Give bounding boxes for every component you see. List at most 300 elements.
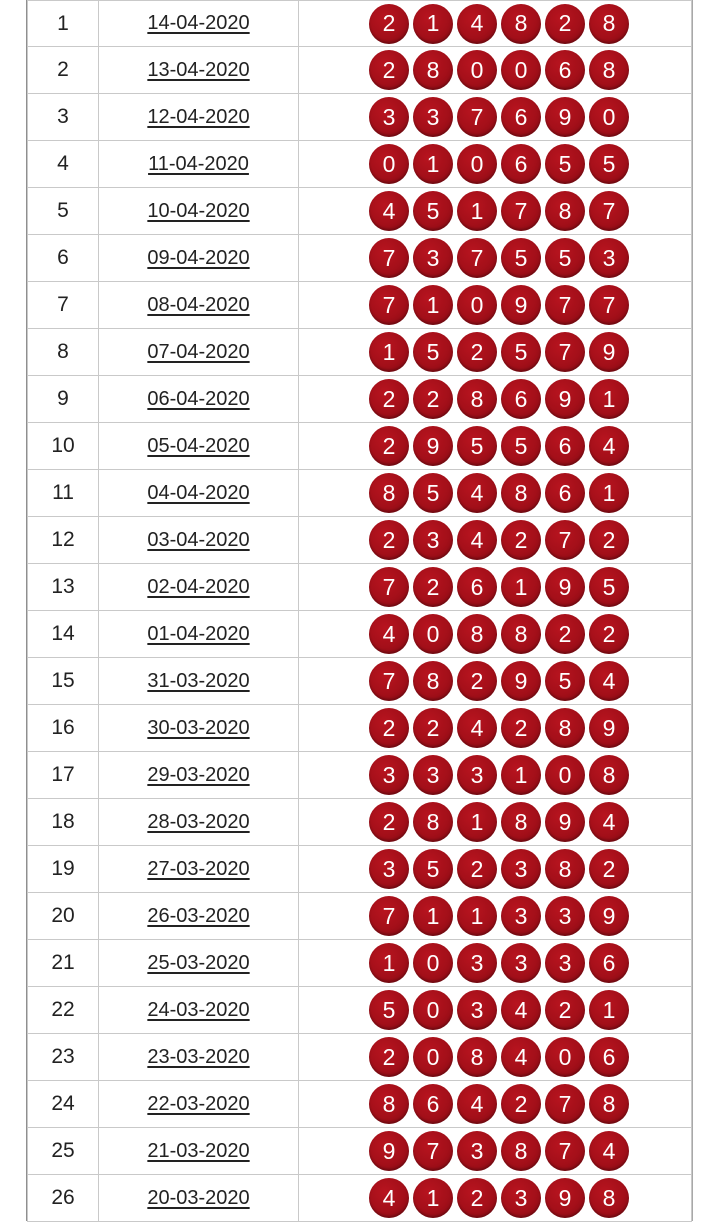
result-balls	[369, 896, 629, 936]
table-row	[28, 188, 692, 235]
date-link[interactable]: 21-03-2020	[147, 1139, 250, 1162]
result-ball: 8	[457, 1037, 497, 1077]
result-ball: 9	[501, 661, 541, 701]
date-link[interactable]: 27-03-2020	[147, 857, 250, 880]
result-ball: 7	[545, 1084, 585, 1124]
result-ball: 2	[413, 708, 453, 748]
table-row	[28, 564, 692, 611]
result-ball: 0	[413, 1037, 453, 1077]
result-balls	[369, 191, 629, 231]
result-ball: 4	[369, 191, 409, 231]
table-row	[28, 752, 692, 799]
row-number: 23	[28, 1034, 99, 1081]
date-cell	[99, 752, 299, 799]
result-balls	[369, 285, 629, 325]
result-balls	[369, 1084, 629, 1124]
date-cell	[99, 1, 299, 47]
result-ball: 8	[501, 802, 541, 842]
date-cell	[99, 893, 299, 940]
table-row	[28, 376, 692, 423]
result-balls-cell	[299, 47, 692, 94]
result-ball: 7	[369, 567, 409, 607]
date-cell	[99, 188, 299, 235]
result-ball: 2	[413, 567, 453, 607]
result-ball: 6	[545, 50, 585, 90]
table-row	[28, 517, 692, 564]
result-ball: 3	[369, 97, 409, 137]
result-ball: 5	[457, 426, 497, 466]
result-ball: 0	[457, 144, 497, 184]
result-balls-cell	[299, 329, 692, 376]
table-row	[28, 987, 692, 1034]
result-ball: 7	[457, 97, 497, 137]
result-ball: 2	[589, 614, 629, 654]
result-balls-cell	[299, 658, 692, 705]
result-ball: 5	[545, 238, 585, 278]
result-ball: 1	[589, 473, 629, 513]
result-ball: 0	[413, 943, 453, 983]
result-ball: 5	[413, 332, 453, 372]
result-ball: 3	[457, 990, 497, 1030]
result-ball: 8	[501, 4, 541, 44]
table-row	[28, 423, 692, 470]
result-ball: 3	[501, 943, 541, 983]
date-cell	[99, 517, 299, 564]
result-balls-cell	[299, 705, 692, 752]
result-ball: 2	[369, 50, 409, 90]
result-balls-cell	[299, 235, 692, 282]
row-number: 18	[28, 799, 99, 846]
result-ball: 0	[545, 1037, 585, 1077]
result-ball: 2	[545, 4, 585, 44]
result-balls	[369, 97, 629, 137]
result-ball: 6	[545, 426, 585, 466]
result-balls	[369, 426, 629, 466]
row-number: 10	[28, 423, 99, 470]
result-ball: 6	[501, 144, 541, 184]
result-balls	[369, 661, 629, 701]
result-ball: 9	[545, 1178, 585, 1218]
result-ball: 0	[413, 614, 453, 654]
date-link[interactable]: 06-04-2020	[147, 387, 250, 410]
result-ball: 6	[457, 567, 497, 607]
result-balls	[369, 567, 629, 607]
result-ball: 0	[589, 97, 629, 137]
result-ball: 4	[457, 1084, 497, 1124]
result-ball: 1	[589, 990, 629, 1030]
result-balls	[369, 520, 629, 560]
result-ball: 9	[501, 285, 541, 325]
result-ball: 5	[589, 567, 629, 607]
result-ball: 8	[545, 849, 585, 889]
result-ball: 8	[589, 1084, 629, 1124]
result-ball: 4	[457, 473, 497, 513]
row-number: 6	[28, 235, 99, 282]
result-ball: 9	[545, 379, 585, 419]
result-ball: 8	[413, 802, 453, 842]
result-balls	[369, 990, 629, 1030]
result-ball: 5	[545, 144, 585, 184]
date-link[interactable]: 12-04-2020	[147, 105, 250, 128]
result-balls-cell	[299, 1081, 692, 1128]
result-balls	[369, 1131, 629, 1171]
date-link[interactable]: 11-04-2020	[148, 152, 249, 175]
date-link[interactable]: 29-03-2020	[147, 763, 250, 786]
result-ball: 8	[589, 50, 629, 90]
result-balls	[369, 50, 629, 90]
row-number: 17	[28, 752, 99, 799]
result-balls-cell	[299, 611, 692, 658]
result-ball: 5	[413, 849, 453, 889]
row-number: 16	[28, 705, 99, 752]
result-ball: 8	[457, 614, 497, 654]
result-ball: 7	[369, 661, 409, 701]
row-number: 15	[28, 658, 99, 705]
date-cell	[99, 94, 299, 141]
result-ball: 4	[457, 4, 497, 44]
table-row	[28, 1034, 692, 1081]
result-ball: 4	[589, 1131, 629, 1171]
result-balls-cell	[299, 799, 692, 846]
result-balls-cell	[299, 423, 692, 470]
result-ball: 9	[545, 567, 585, 607]
result-ball: 3	[501, 849, 541, 889]
result-ball: 7	[457, 238, 497, 278]
result-ball: 7	[545, 332, 585, 372]
table-row	[28, 94, 692, 141]
result-ball: 8	[545, 708, 585, 748]
result-ball: 9	[589, 708, 629, 748]
result-ball: 1	[501, 567, 541, 607]
result-balls-cell	[299, 282, 692, 329]
result-balls	[369, 144, 629, 184]
result-ball: 0	[501, 50, 541, 90]
result-ball: 6	[501, 379, 541, 419]
result-ball: 4	[457, 708, 497, 748]
result-ball: 1	[457, 802, 497, 842]
result-balls	[369, 473, 629, 513]
date-link[interactable]: 10-04-2020	[147, 199, 250, 222]
result-ball: 2	[369, 426, 409, 466]
result-ball: 2	[369, 379, 409, 419]
date-cell	[99, 705, 299, 752]
row-number: 25	[28, 1128, 99, 1175]
date-link[interactable]: 22-03-2020	[147, 1092, 250, 1115]
result-ball: 2	[501, 520, 541, 560]
result-ball: 5	[413, 473, 453, 513]
result-balls-cell	[299, 188, 692, 235]
result-ball: 2	[457, 1178, 497, 1218]
result-ball: 3	[413, 520, 453, 560]
table-row	[28, 940, 692, 987]
result-ball: 9	[413, 426, 453, 466]
result-ball: 4	[501, 1037, 541, 1077]
result-balls	[369, 1037, 629, 1077]
table-row	[28, 47, 692, 94]
date-link[interactable]: 28-03-2020	[147, 810, 250, 833]
row-number: 7	[28, 282, 99, 329]
result-ball: 5	[369, 990, 409, 1030]
row-number: 1	[28, 1, 99, 47]
result-ball: 8	[589, 4, 629, 44]
result-ball: 4	[501, 990, 541, 1030]
table-row	[28, 282, 692, 329]
result-ball: 3	[413, 97, 453, 137]
date-link[interactable]: 09-04-2020	[147, 246, 250, 269]
result-balls	[369, 4, 629, 44]
result-ball: 5	[501, 238, 541, 278]
row-number: 14	[28, 611, 99, 658]
date-cell	[99, 282, 299, 329]
result-ball: 0	[369, 144, 409, 184]
result-ball: 1	[589, 379, 629, 419]
date-link[interactable]: 25-03-2020	[147, 951, 250, 974]
result-ball: 1	[369, 943, 409, 983]
result-ball: 8	[457, 379, 497, 419]
result-ball: 2	[369, 520, 409, 560]
result-ball: 9	[369, 1131, 409, 1171]
date-cell	[99, 940, 299, 987]
result-ball: 7	[369, 238, 409, 278]
table-row	[28, 470, 692, 517]
result-ball: 5	[501, 426, 541, 466]
result-balls-cell	[299, 1, 692, 47]
result-balls	[369, 379, 629, 419]
row-number: 22	[28, 987, 99, 1034]
date-cell	[99, 799, 299, 846]
table-row	[28, 329, 692, 376]
result-ball: 2	[369, 1037, 409, 1077]
result-ball: 4	[589, 661, 629, 701]
result-ball: 2	[545, 990, 585, 1030]
row-number: 8	[28, 329, 99, 376]
result-ball: 3	[369, 849, 409, 889]
result-ball: 8	[501, 1131, 541, 1171]
result-ball: 4	[589, 426, 629, 466]
result-ball: 7	[545, 1131, 585, 1171]
result-ball: 2	[369, 802, 409, 842]
result-ball: 0	[413, 990, 453, 1030]
result-ball: 7	[589, 191, 629, 231]
date-link[interactable]: 24-03-2020	[147, 998, 250, 1021]
result-ball: 9	[589, 332, 629, 372]
result-ball: 3	[545, 943, 585, 983]
result-balls-cell	[299, 564, 692, 611]
result-ball: 4	[369, 1178, 409, 1218]
result-ball: 3	[501, 896, 541, 936]
date-cell	[99, 470, 299, 517]
result-balls-cell	[299, 1128, 692, 1175]
date-cell	[99, 329, 299, 376]
result-balls-cell	[299, 1034, 692, 1081]
result-ball: 4	[589, 802, 629, 842]
result-ball: 3	[369, 755, 409, 795]
result-ball: 1	[501, 755, 541, 795]
result-balls-cell	[299, 987, 692, 1034]
result-balls	[369, 708, 629, 748]
date-link[interactable]: 13-04-2020	[147, 58, 250, 81]
result-balls-cell	[299, 940, 692, 987]
result-ball: 3	[589, 238, 629, 278]
date-cell	[99, 658, 299, 705]
date-link[interactable]: 01-04-2020	[147, 622, 250, 645]
result-ball: 5	[589, 144, 629, 184]
row-number: 11	[28, 470, 99, 517]
result-ball: 8	[589, 755, 629, 795]
result-ball: 1	[413, 144, 453, 184]
date-cell	[99, 564, 299, 611]
result-balls	[369, 849, 629, 889]
result-ball: 3	[413, 755, 453, 795]
date-cell	[99, 1034, 299, 1081]
result-balls-cell	[299, 470, 692, 517]
result-balls-cell	[299, 846, 692, 893]
row-number: 13	[28, 564, 99, 611]
result-ball: 2	[501, 708, 541, 748]
result-ball: 3	[457, 1131, 497, 1171]
result-ball: 9	[589, 896, 629, 936]
result-ball: 7	[545, 285, 585, 325]
result-balls	[369, 802, 629, 842]
date-cell	[99, 47, 299, 94]
result-ball: 1	[413, 896, 453, 936]
results-table	[27, 0, 692, 1222]
result-ball: 1	[413, 4, 453, 44]
result-ball: 2	[457, 332, 497, 372]
result-ball: 1	[413, 1178, 453, 1218]
result-ball: 2	[369, 4, 409, 44]
result-ball: 3	[501, 1178, 541, 1218]
result-ball: 7	[369, 896, 409, 936]
date-link[interactable]: 31-03-2020	[147, 669, 250, 692]
date-cell	[99, 1128, 299, 1175]
result-ball: 4	[369, 614, 409, 654]
result-ball: 7	[501, 191, 541, 231]
date-cell	[99, 141, 299, 188]
date-link[interactable]: 30-03-2020	[147, 716, 250, 739]
result-ball: 2	[369, 708, 409, 748]
date-link[interactable]: 08-04-2020	[147, 293, 250, 316]
result-ball: 8	[501, 473, 541, 513]
result-ball: 1	[457, 191, 497, 231]
date-cell	[99, 1081, 299, 1128]
table-row	[28, 846, 692, 893]
date-cell	[99, 611, 299, 658]
result-ball: 6	[589, 943, 629, 983]
row-number: 4	[28, 141, 99, 188]
date-cell	[99, 423, 299, 470]
result-balls	[369, 943, 629, 983]
date-cell	[99, 376, 299, 423]
table-row	[28, 1081, 692, 1128]
date-cell	[99, 1175, 299, 1222]
row-number: 2	[28, 47, 99, 94]
result-ball: 0	[457, 50, 497, 90]
result-ball: 8	[589, 1178, 629, 1218]
date-link[interactable]: 03-04-2020	[147, 528, 250, 551]
result-ball: 3	[457, 755, 497, 795]
result-ball: 0	[545, 755, 585, 795]
row-number: 9	[28, 376, 99, 423]
result-ball: 2	[545, 614, 585, 654]
result-ball: 2	[457, 849, 497, 889]
result-ball: 2	[457, 661, 497, 701]
result-balls	[369, 1178, 629, 1218]
result-balls-cell	[299, 517, 692, 564]
result-balls	[369, 332, 629, 372]
row-number: 12	[28, 517, 99, 564]
table-row	[28, 235, 692, 282]
results-table-body	[28, 1, 692, 1222]
row-number: 5	[28, 188, 99, 235]
result-ball: 8	[369, 1084, 409, 1124]
result-ball: 6	[501, 97, 541, 137]
result-ball: 8	[545, 191, 585, 231]
date-link[interactable]: 23-03-2020	[147, 1045, 250, 1068]
table-row	[28, 1, 692, 47]
result-ball: 5	[545, 661, 585, 701]
result-ball: 8	[413, 50, 453, 90]
row-number: 20	[28, 893, 99, 940]
result-ball: 8	[501, 614, 541, 654]
date-link[interactable]: 20-03-2020	[147, 1186, 250, 1209]
result-ball: 3	[545, 896, 585, 936]
row-number: 3	[28, 94, 99, 141]
row-number: 24	[28, 1081, 99, 1128]
result-balls-cell	[299, 94, 692, 141]
date-link[interactable]: 14-04-2020	[147, 12, 250, 34]
result-balls-cell	[299, 893, 692, 940]
result-ball: 7	[413, 1131, 453, 1171]
result-balls	[369, 238, 629, 278]
result-ball: 6	[589, 1037, 629, 1077]
result-ball: 7	[369, 285, 409, 325]
result-ball: 9	[545, 802, 585, 842]
result-ball: 9	[545, 97, 585, 137]
date-link[interactable]: 04-04-2020	[147, 481, 250, 504]
result-ball: 2	[589, 849, 629, 889]
result-ball: 1	[369, 332, 409, 372]
result-ball: 8	[413, 661, 453, 701]
result-ball: 7	[589, 285, 629, 325]
result-ball: 5	[413, 191, 453, 231]
row-number: 26	[28, 1175, 99, 1222]
result-ball: 3	[413, 238, 453, 278]
date-link[interactable]: 05-04-2020	[147, 434, 250, 457]
table-row	[28, 1128, 692, 1175]
date-link[interactable]: 02-04-2020	[147, 575, 250, 598]
table-row	[28, 658, 692, 705]
result-ball: 7	[545, 520, 585, 560]
date-link[interactable]: 26-03-2020	[147, 904, 250, 927]
result-ball: 5	[501, 332, 541, 372]
result-balls	[369, 755, 629, 795]
result-ball: 2	[589, 520, 629, 560]
result-ball: 1	[413, 285, 453, 325]
result-ball: 2	[413, 379, 453, 419]
result-ball: 0	[457, 285, 497, 325]
result-ball: 6	[545, 473, 585, 513]
table-row	[28, 799, 692, 846]
result-balls-cell	[299, 1175, 692, 1222]
row-number: 19	[28, 846, 99, 893]
table-row	[28, 705, 692, 752]
date-cell	[99, 846, 299, 893]
date-link[interactable]: 07-04-2020	[147, 340, 250, 363]
date-cell	[99, 987, 299, 1034]
result-ball: 1	[457, 896, 497, 936]
table-row	[28, 893, 692, 940]
